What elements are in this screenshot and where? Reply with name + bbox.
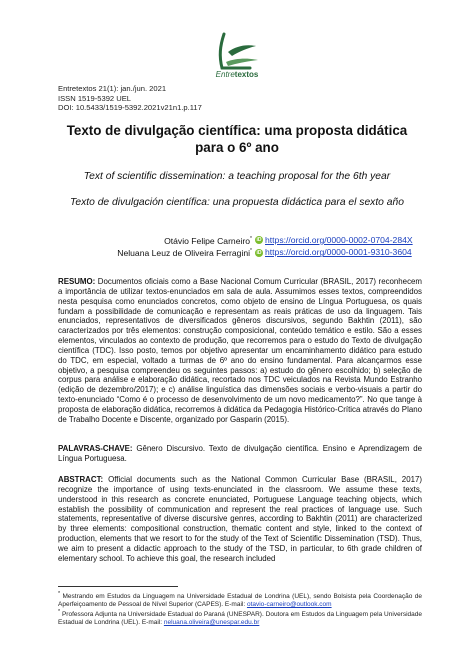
author-list — [78, 234, 413, 259]
resumo-section: RESUMO: Documentos oficiais como a Base Nacional Comum Curricular (BRASIL, 2017) reconhecem a importância de utilizar textos-enunciados em sala de aula. Assumimos esses textos, compreendidos nesta pesquisa como enunciados concretos, como objeto de ensino de Língua Portuguesa, os quais fundam a possibilidade de comunicação e representam as reais práticas de uso da linguagem. Tais enunciados, representativos de diversificados gêneros discursivos, segundo Bakhtin (2011), são caracterizados por três elementos: construção composicional, conteúdo temático e estilo. São a esses elementos, vinculados ao contexto de produção, que recorremos para o estudo do Texto de divulgação científica (TDC). Isso posto, temos por objetivo apresentar um encaminhamento didático para estudo do TDC, em especial, voltado a turmas de 6º ano do ensino fundamental. Para alcançarmos esse objetivo, a pesquisa compreendeu os seguintes passos: a) estudo do gênero escolhido; b) seleção de corpus para análise e elaboração didática, recortado nos TDC veiculados na Revista Mundo Estranho (edição de dezembro/2017); e c) análise linguística das dimensões sociais e verbo-visuais a partir do texto-enunciado “Como é o processo de desenvolvimento de um novo medicamento?”. No que tange à proposta de elaboração didática, recorremos à didática da Pedagogia Histórico-Crítica através do Plano de Trabalho Docente e Discente, organizado por Gasparin (2015). — [58, 277, 422, 424]
author-row: Otávio Felipe Carneiro* iD https://orcid.org/0000-0002-0704-284X — [164, 234, 413, 246]
article-title: Texto de divulgação científica: uma proposta didática para o 6º ano — [66, 123, 408, 155]
email-link[interactable]: neluana.oliveira@unespar.edu.br — [163, 619, 260, 627]
journal-doi: DOI: 10.5433/1519-5392.2021v21n1.p.117 — [58, 103, 202, 112]
spanish-title: Texto de divulgación científica: una propuesta didáctica para el sexto año — [70, 197, 404, 208]
english-title: Text of scientific dissemination: a teaching proposal for the 6th year — [83, 171, 391, 182]
author-row: Neluana Leuz de Oliveira Ferragini* iD https://orcid.org/0000-0001-9310-3604 — [117, 247, 412, 259]
footnote: * Professora Adjunta na Universidade Estadual do Paraná (UNESPAR). Doutora em Estudos da Linguagem pela Universidade Estadual de Londrina (UEL). E-mail: neluana.oliveira@unespar.edu.br — [58, 609, 422, 627]
journal-meta — [58, 84, 202, 113]
orcid-link[interactable]: https://orcid.org/0000-0001-9310-3604 — [265, 247, 412, 258]
orcid-icon: iD — [256, 249, 262, 256]
orcid-icon: iD — [256, 237, 262, 244]
footnote-divider — [58, 586, 178, 587]
journal-issn: ISSN 1519-5392 UEL — [58, 93, 132, 103]
email-link[interactable]: otavio-carneiro@outlook.com — [246, 601, 332, 609]
journal-logo-name: Entretextos — [215, 70, 259, 79]
orcid-link[interactable]: https://orcid.org/0000-0002-0704-284X — [265, 234, 413, 245]
footnote: * Mestrando em Estudos da Linguagem na Universidade Estadual de Londrina (UEL), sendo Bolsista pela Coordenação de Aperfeiçoamento de Pessoal de Nível Superior (CAPES). E-mail: otavio-carneiro@outlook.com — [58, 591, 422, 609]
abstract-section: ABSTRACT: Official documents such as the National Common Curricular Base (BRASIL, 2017) recognize the importance of using texts-enunciated in the classroom. We assume these texts, understood in this research as concrete enunciated, Portuguese Language teaching objects, which establish the possibility of communication and represent the real practices of language use. Such statements, representative of diverse discursive genres, according to Bakhtin (2011) are characterized by three elements: compositional construction, thematic content and style, linked to the context of production, elements that we resort to for the study of the Text of Scientific Dissemination (TSD). Thus, we aim to present a didactic approach to the study of the TSD, in particular, to 6th grade children of elementary school. To achieve this goal, the research included — [58, 475, 422, 563]
journal-issue: Entretextos 21(1): jan./jun. 2021 — [58, 84, 167, 93]
palavras-chave-section: PALAVRAS-CHAVE: Gênero Discursivo. Texto de divulgação científica. Ensino e Aprendizagem de Língua Portuguesa. — [58, 444, 422, 463]
